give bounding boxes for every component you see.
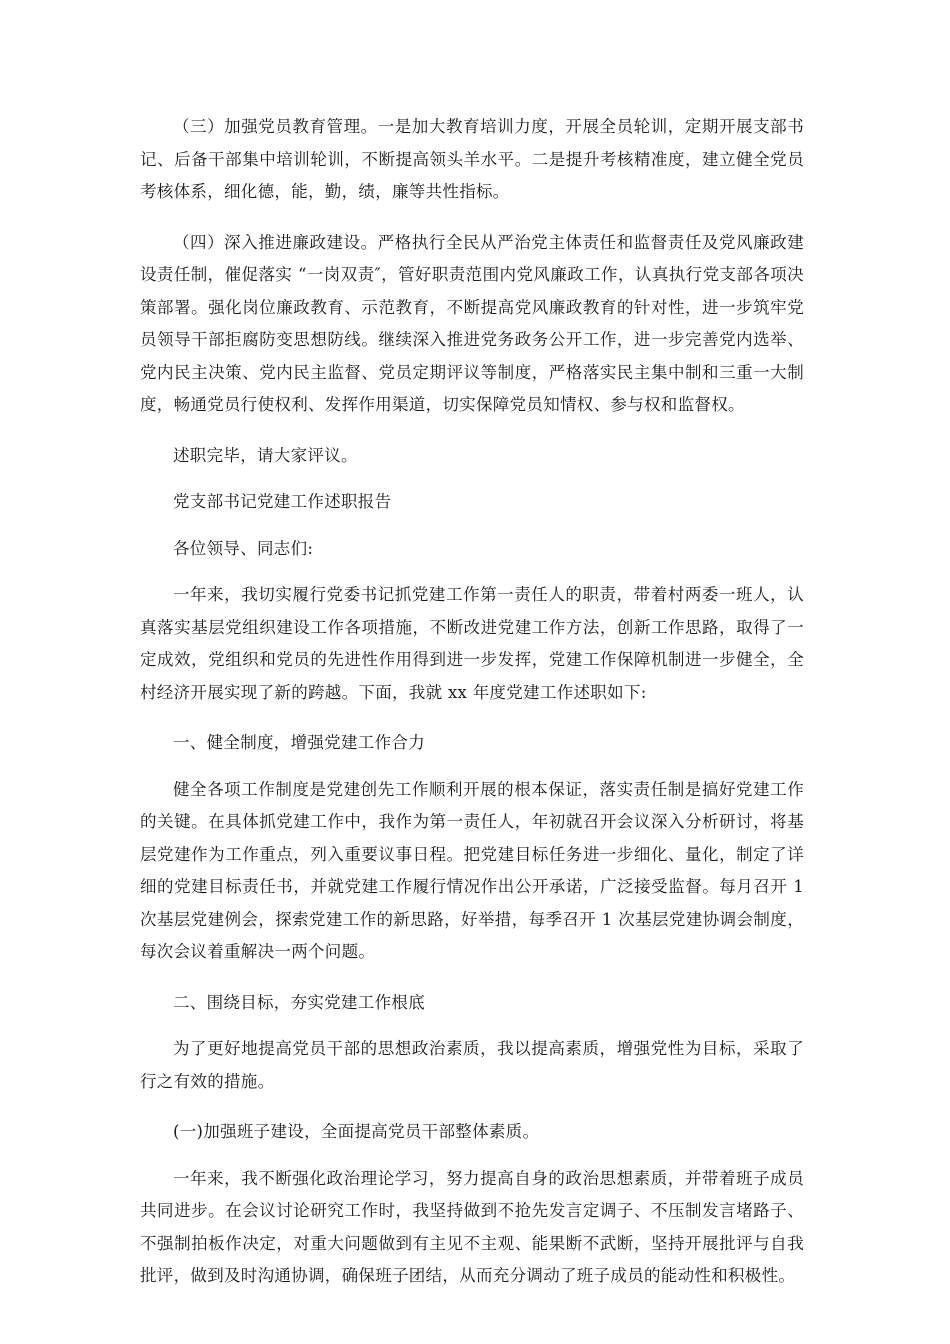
document-page (140, 111, 804, 1311)
section-heading-1: 一、健全制度，增强党建工作合力 (173, 733, 425, 752)
paragraph-team-building: 一年来，我不断强化政治理论学习，努力提高自身的政治思想素质，并带着班子成员共同进步。在会议讨论研究工作时，我坚持做到不抢先发言定调子、不压制发言堵路子、不强制拍板作决定，对重大问题做到有主见不主观、能果断不武断，坚持开展批评与自我批评，做到及时沟通协调，确保班子团结，从而充分调动了班子成员的能动性和积极性。 (140, 1168, 804, 1285)
paragraph-party-education: （三）加强党员教育管理。一是加大教育培训力度，开展全员轮训，定期开展支部书记、后备干部集中培训轮训，不断提高领头羊水平。二是提升考核精准度，建立健全党员考核体系，细化德，能，勤，绩，廉等共性指标。 (140, 117, 804, 201)
subsection-heading-1: (一)加强班子建设，全面提高党员干部整体素质。 (173, 1122, 540, 1141)
paragraph-system-building: 健全各项工作制度是党建创先工作顺利开展的根本保证，落实责任制是搞好党建工作的关键。在具体抓党建工作中，我作为第一责任人，年初就召开会议深入分析研讨，将基层党建作为工作重点，列入重要议事日程。把党建目标任务进一步细化、量化，制定了详细的党建目标责任书，并就党建工作履行情况作出公开承诺，广泛接受监督。每月召开 1 次基层党建例会，探索党建工作的新思路，好举措，每季召开 1 次基层党建协调会制度，每次会议着重解决一两个问题。 (140, 779, 804, 961)
section-heading-2: 二、围绕目标，夯实党建工作根底 (173, 992, 425, 1012)
paragraph-goal-measures: 为了更好地提高党员干部的思想政治素质，我以提高素质，增强党性为目标，采取了行之有效的措施。 (140, 1039, 804, 1091)
paragraph-year-summary: 一年来，我切实履行党委书记抓党建工作第一责任人的职责，带着村两委一班人，认真落实基层党组织建设工作各项措施，不断改进党建工作方法，创新工作思路，取得了一定成效，党组织和党员的先进性作用得到进一步发挥，党建工作保障机制进一步健全，全村经济开展实现了新的跨越。下面，我就 xx 年度党建工作述职如下: (140, 585, 804, 702)
paragraph-integrity-building: （四）深入推进廉政建设。严格执行全民从严治党主体责任和监督责任及党风廉政建设责任制，催促落实 “一岗双责″，管好职责范围内党风廉政工作，认真执行党支部各项决策部署。强化岗位廉政教育、示范教育，不断提高党风廉政教育的针对性，进一步筑牢党员领导干部拒腐防变思想防线。继续深入推进党务政务公开工作，进一步完善党内选举、党内民主决策、党内民主监督、党员定期评议等制度，严格落实民主集中制和三重一大制度，畅通党员行使权利、发挥作用渠道，切实保障党员知情权、参与权和监督权。 (140, 232, 804, 414)
report-title: 党支部书记党建工作述职报告 (173, 492, 392, 511)
salutation: 各位领导、同志们: (173, 538, 314, 558)
paragraph-closing-remark: 述职完毕，请大家评议。 (173, 445, 358, 465)
